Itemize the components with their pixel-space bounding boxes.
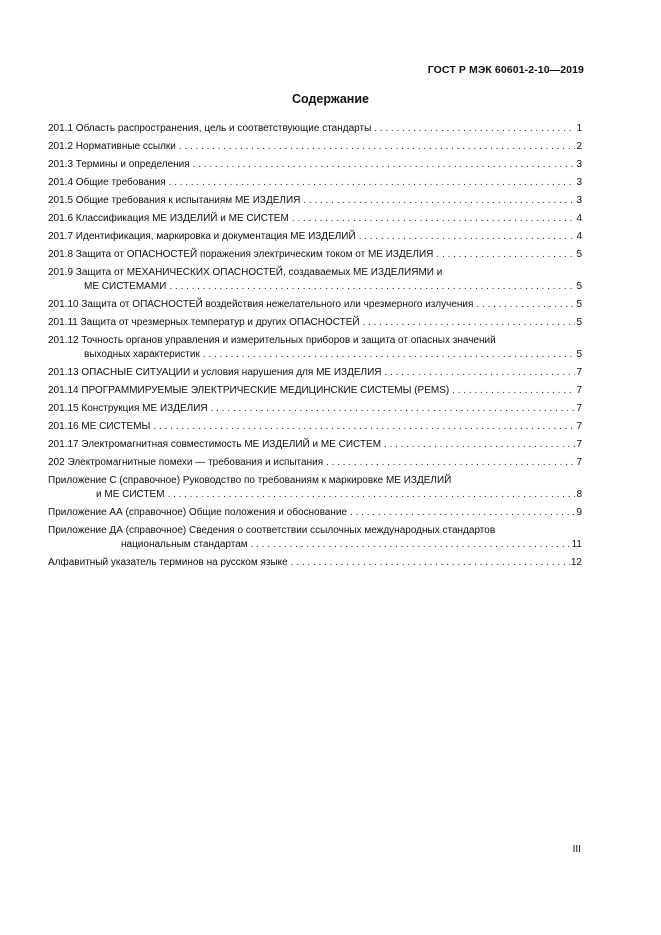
- toc-entry-201-17[interactable]: [48, 438, 582, 452]
- toc-entry-page: 4: [576, 213, 582, 224]
- dot-leader: [452, 384, 575, 398]
- dot-leader: [374, 122, 575, 136]
- toc-entry-term-index[interactable]: [48, 556, 582, 570]
- toc-entry-201-16[interactable]: [48, 420, 582, 434]
- toc-entry-201-15[interactable]: [48, 402, 582, 416]
- dot-leader: [436, 248, 575, 262]
- toc-entry-page: 7: [576, 367, 582, 378]
- toc-entry-label: 201.17 Электромагнитная совместимость МЕ ИЗДЕЛИЙ и МЕ СИСТЕМ: [48, 439, 382, 450]
- toc-entry-page: 11: [571, 539, 582, 550]
- toc-entry-201-12[interactable]: [48, 334, 582, 362]
- dot-leader: [363, 316, 576, 330]
- toc-entry-page: 5: [576, 299, 582, 310]
- dot-leader: [384, 438, 575, 452]
- toc-entry-appendix-aa[interactable]: [48, 506, 582, 520]
- dot-leader: [211, 402, 576, 416]
- toc-entry-label: национальным стандартам: [121, 539, 248, 550]
- toc-entry-201-8[interactable]: [48, 248, 582, 262]
- toc-entry-page: 5: [576, 249, 582, 260]
- toc-entry-page: 4: [576, 231, 582, 242]
- dot-leader: [303, 194, 575, 208]
- toc-entry-label: 201.2 Нормативные ссылки: [48, 141, 176, 152]
- toc-entry-page: 3: [576, 195, 582, 206]
- toc-entry-label: 201.14 ПРОГРАММИРУЕМЫЕ ЭЛЕКТРИЧЕСКИЕ МЕДИЦИНСКИЕ СИСТЕМЫ (PEMS): [48, 385, 450, 396]
- toc-entry-first-line: 201.12 Точность органов управления и измерительных приборов и защита от опасных значений: [48, 335, 496, 346]
- toc-entry-201-6[interactable]: [48, 212, 582, 226]
- toc-entry-appendix-c[interactable]: [48, 474, 582, 502]
- toc-entry-label: 201.7 Идентификация, маркировка и документация МЕ ИЗДЕЛИЙ: [48, 231, 356, 242]
- toc-entry-201-5[interactable]: [48, 194, 582, 208]
- toc-entry-label: 202 Электромагнитные помехи — требования и испытания: [48, 457, 324, 468]
- toc-entry-appendix-da[interactable]: [48, 524, 582, 552]
- toc-entry-201-13[interactable]: [48, 366, 582, 380]
- toc-entry-label: Алфавитный указатель терминов на русском языке: [48, 557, 288, 568]
- dot-leader: [359, 230, 576, 244]
- toc-entry-page: 2: [576, 141, 582, 152]
- page-number: III: [572, 844, 581, 855]
- dot-leader: [153, 420, 575, 434]
- toc-entry-label: Приложение АА (справочное) Общие положения и обоснование: [48, 507, 348, 518]
- toc-entry-page: 5: [576, 349, 582, 360]
- toc-entry-page: 5: [576, 281, 582, 292]
- toc-entry-first-line: 201.9 Защита от МЕХАНИЧЕСКИХ ОПАСНОСТЕЙ, создаваемых МЕ ИЗДЕЛИЯМИ и: [48, 267, 443, 278]
- toc-entry-first-line: Приложение ДА (справочное) Сведения о соответствии ссылочных международных стандартов: [48, 525, 496, 536]
- toc-entry-label: 201.15 Конструкция МЕ ИЗДЕЛИЯ: [48, 403, 208, 414]
- toc-entry-201-7[interactable]: [48, 230, 582, 244]
- toc-entry-201-9[interactable]: [48, 266, 582, 294]
- dot-leader: [193, 158, 576, 172]
- toc-entry-201-10[interactable]: [48, 298, 582, 312]
- toc-entry-201-11[interactable]: [48, 316, 582, 330]
- toc-entry-page: 7: [576, 457, 582, 468]
- dot-leader: [168, 488, 576, 502]
- toc-entry-label: 201.10 Защита от ОПАСНОСТЕЙ воздействия нежелательного или чрезмерного излучения: [48, 299, 474, 310]
- toc-entry-label: 201.13 ОПАСНЫЕ СИТУАЦИИ и условия нарушения для МЕ ИЗДЕЛИЯ: [48, 367, 382, 378]
- dot-leader: [169, 176, 576, 190]
- toc-entry-201-3[interactable]: [48, 158, 582, 172]
- toc-entry-label: 201.6 Классификация МЕ ИЗДЕЛИЙ и МЕ СИСТЕМ: [48, 213, 289, 224]
- toc-entry-label: и МЕ СИСТЕМ: [96, 489, 165, 500]
- toc-entry-label: выходных характеристик: [84, 349, 200, 360]
- dot-leader: [292, 212, 576, 226]
- toc-entry-page: 9: [576, 507, 582, 518]
- dot-leader: [251, 538, 571, 552]
- toc-entry-201-1[interactable]: [48, 122, 582, 136]
- toc-entry-page: 1: [576, 123, 582, 134]
- toc-entry-label: 201.16 МЕ СИСТЕМЫ: [48, 421, 151, 432]
- toc-entry-label: 201.4 Общие требования: [48, 177, 166, 188]
- dot-leader: [385, 366, 576, 380]
- toc-entry-page: 7: [576, 421, 582, 432]
- toc-entry-label: 201.8 Защита от ОПАСНОСТЕЙ поражения электрическим током от МЕ ИЗДЕЛИЯ: [48, 249, 434, 260]
- toc-entry-page: 5: [576, 317, 582, 328]
- table-of-contents: [48, 122, 582, 574]
- toc-entry-label: 201.3 Термины и определения: [48, 159, 190, 170]
- dot-leader: [291, 556, 570, 570]
- dot-leader: [326, 456, 575, 470]
- toc-entry-page: 3: [576, 159, 582, 170]
- toc-entry-page: 3: [576, 177, 582, 188]
- toc-entry-201-2[interactable]: [48, 140, 582, 154]
- toc-entry-label: МЕ СИСТЕМАМИ: [84, 281, 167, 292]
- toc-entry-page: 7: [576, 385, 582, 396]
- toc-entry-label: 201.11 Защита от чрезмерных температур и других ОПАСНОСТЕЙ: [48, 317, 360, 328]
- toc-entry-page: 7: [576, 439, 582, 450]
- toc-entry-201-4[interactable]: [48, 176, 582, 190]
- toc-entry-first-line: Приложение С (справочное) Руководство по требованиям к маркировке МЕ ИЗДЕЛИЙ: [48, 475, 452, 486]
- toc-entry-label: 201.5 Общие требования к испытаниям МЕ ИЗДЕЛИЯ: [48, 195, 301, 206]
- toc-entry-label: 201.1 Область распространения, цель и соответствующие стандарты: [48, 123, 372, 134]
- toc-entry-page: 12: [570, 557, 582, 568]
- page-header-code: ГОСТ Р МЭК 60601-2-10—2019: [427, 64, 584, 76]
- dot-leader: [169, 280, 575, 294]
- dot-leader: [179, 140, 576, 154]
- dot-leader: [476, 298, 575, 312]
- toc-entry-page: 7: [576, 403, 582, 414]
- toc-entry-202[interactable]: [48, 456, 582, 470]
- toc-entry-page: 8: [576, 489, 582, 500]
- dot-leader: [350, 506, 575, 520]
- toc-entry-201-14[interactable]: [48, 384, 582, 398]
- dot-leader: [203, 348, 576, 362]
- toc-title: Содержание: [291, 92, 369, 106]
